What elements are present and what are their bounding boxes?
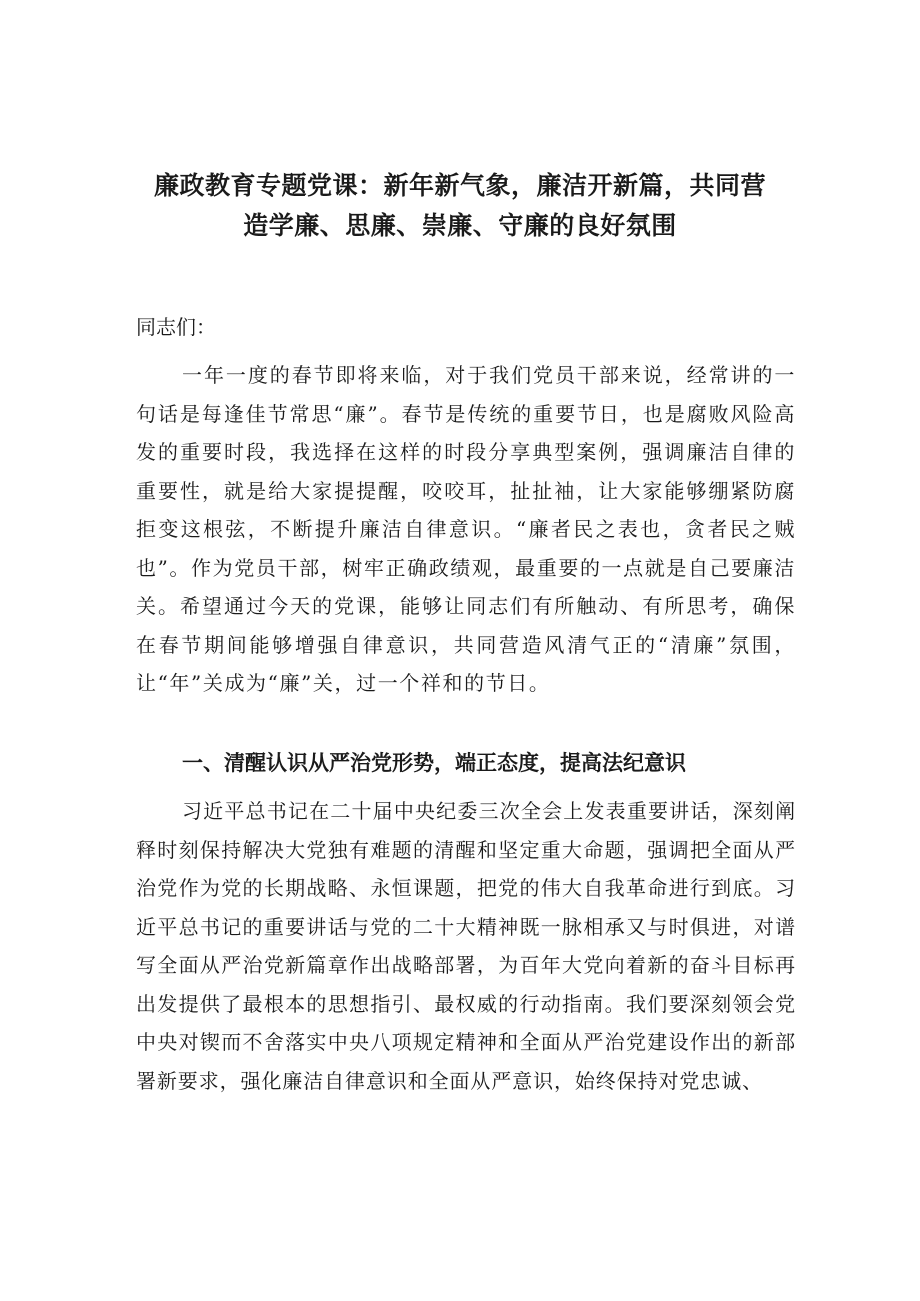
body-paragraph-2: 习近平总书记在二十届中央纪委三次全会上发表重要讲话，深刻阐释时刻保持解决大党独有难题的清醒和坚定重大命题，强调把全面从严治党作为党的长期战略、永恒课题，把党的伟大自我革命进行到底。习近平总书记的重要讲话与党的二十大精神既一脉相承又与时俱进，对谱写全面从严治党新篇章作出战略部署，为百年大党向着新的奋斗目标再出发提供了最根本的思想指引、最权威的行动指南。我们要深刻领会党中央对锲而不舍落实中央八项规定精神和全面从严治党建设作出的新部署新要求，强化廉洁自律意识和全面从严意识，始终保持对党忠诚、 [136, 799, 796, 1093]
salutation: 同志们： [136, 315, 216, 339]
section-heading-1: 一、清醒认识从严治党形势，端正态度，提高法纪意识 [182, 751, 686, 775]
body-paragraph-1: 一年一度的春节即将来临，对于我们党员干部来说，经常讲的一句话是每逢佳节常思“廉”。春节是传统的重要节日，也是腐败风险高发的重要时段，我选择在这样的时段分享典型案例，强调廉洁自律的重要性，就是给大家提提醒，咬咬耳，扯扯袖，让大家能够绷紧防腐拒变这根弦，不断提升廉洁自律意识。“廉者民之表也，贪者民之贼也”。作为党员干部，树牢正确政绩观，最重要的一点就是自己要廉洁关。希望通过今天的党课，能够让同志们有所触动、有所思考，确保在春节期间能够增强自律意识，共同营造风清气正的“清廉”氛围，让“年”关成为“廉”关，过一个祥和的节日。 [136, 363, 796, 695]
document-title-line-1: 廉政教育专题党课：新年新气象，廉洁开新篇，共同营 [153, 171, 766, 200]
document-title-line-2: 造学廉、思廉、崇廉、守廉的良好氛围 [243, 211, 677, 240]
